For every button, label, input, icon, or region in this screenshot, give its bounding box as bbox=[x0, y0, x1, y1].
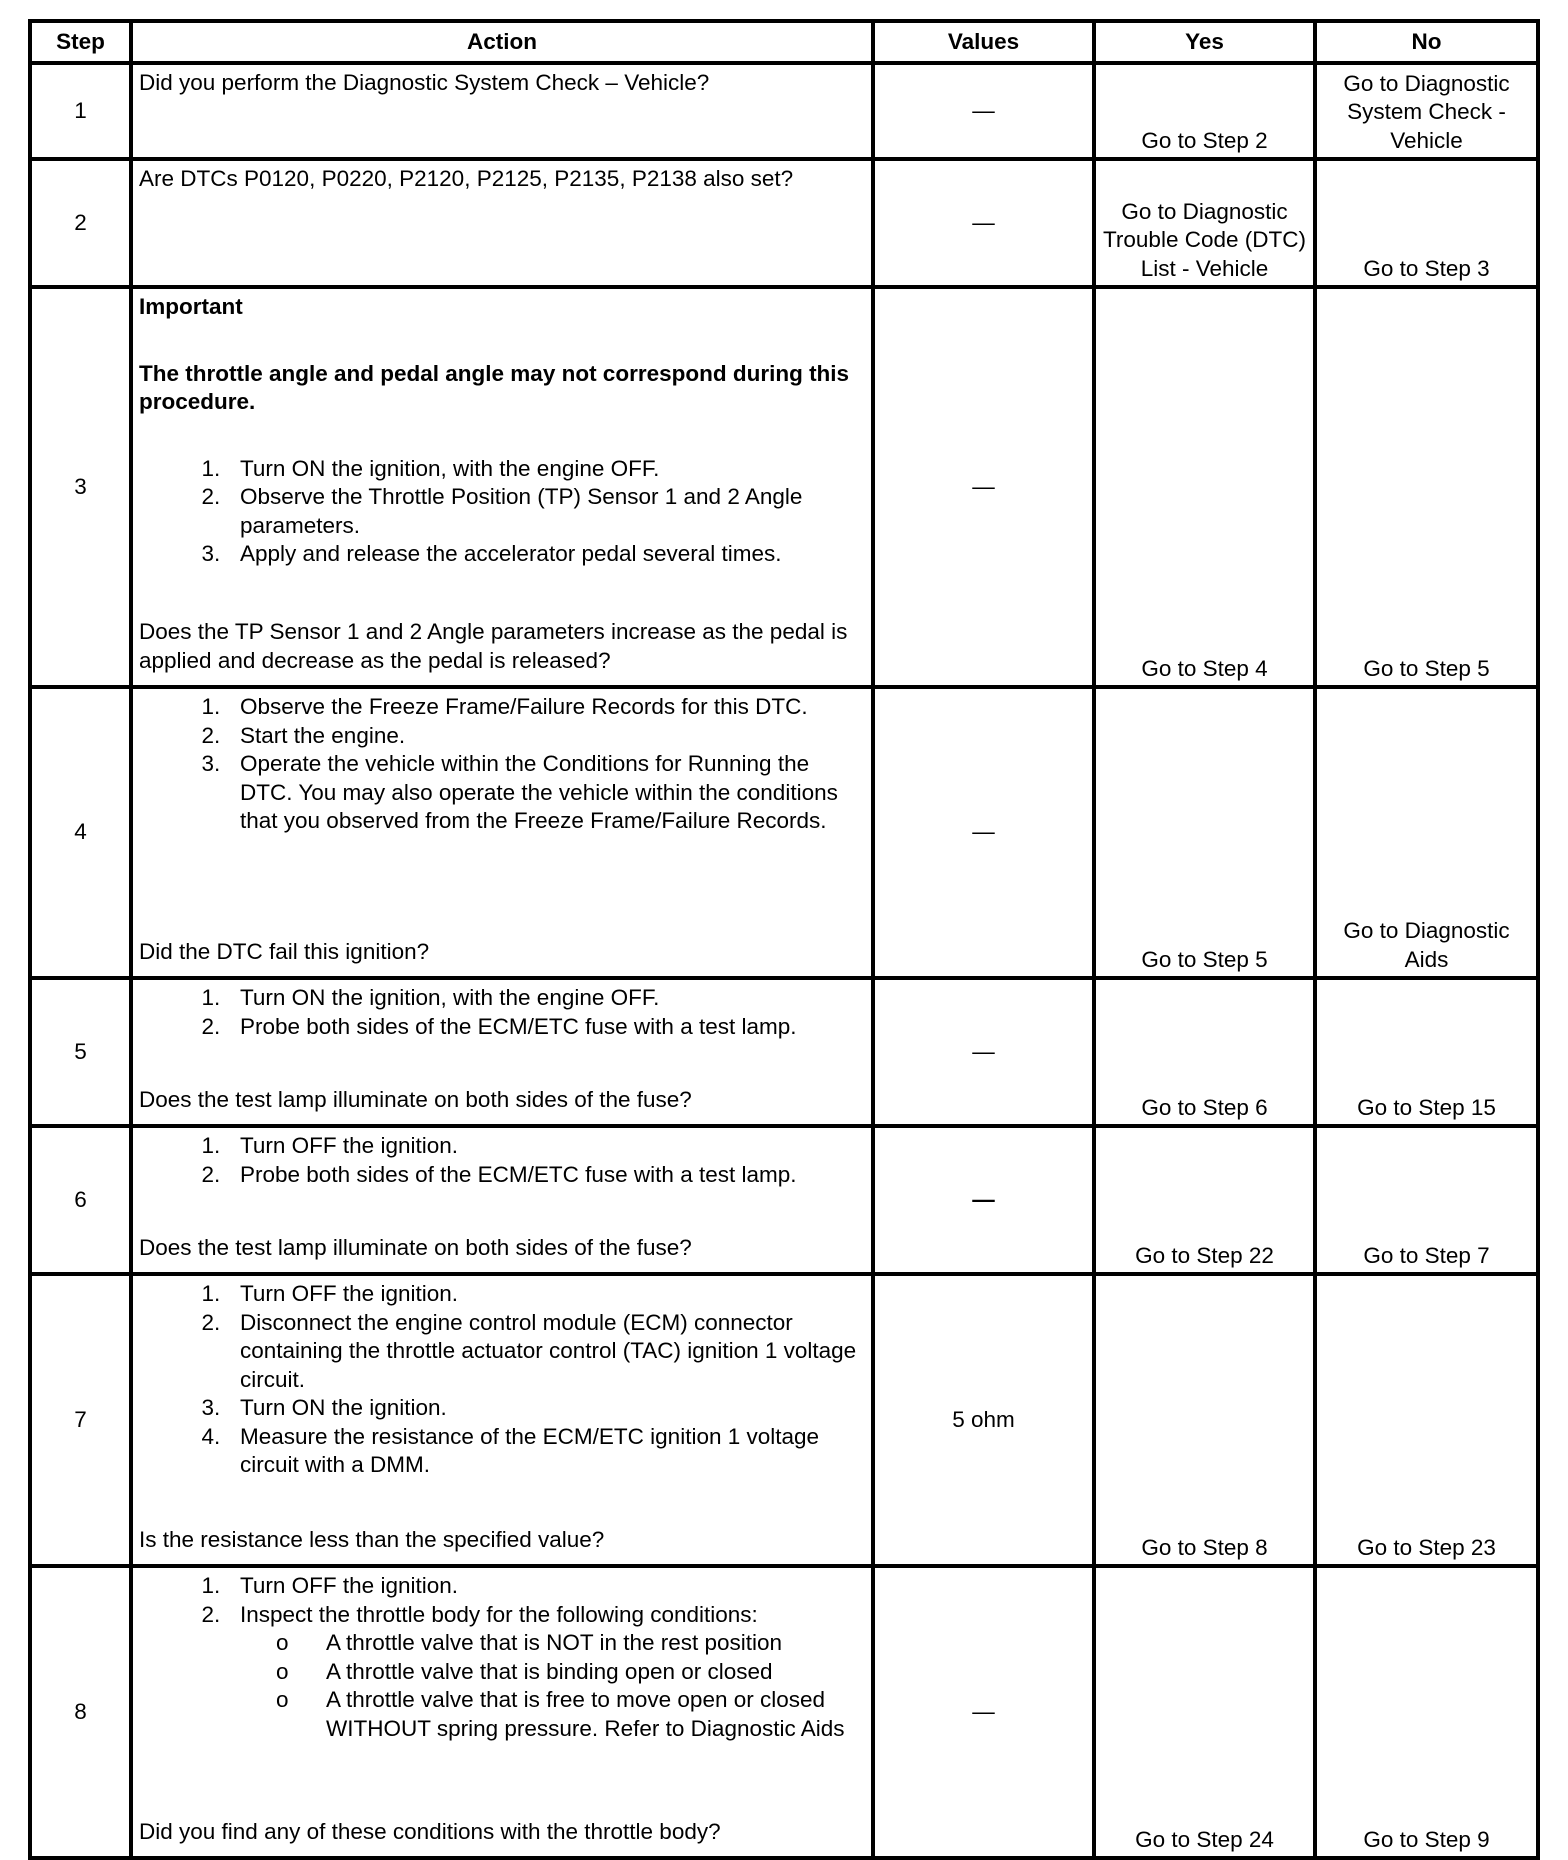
procedure-step bbox=[239, 1601, 867, 1744]
table-row bbox=[30, 287, 1538, 687]
procedure-step: 1. Observe the Freeze Frame/Failure Records for this DTC. bbox=[239, 693, 867, 722]
procedure-step: 2. Probe both sides of the ECM/ETC fuse with a test lamp. bbox=[239, 1013, 867, 1042]
header-values: Values bbox=[873, 21, 1094, 63]
header-row bbox=[30, 21, 1538, 63]
action-question: Does the test lamp illuminate on both sides of the fuse? bbox=[139, 1086, 692, 1112]
procedure-step-text: Inspect the throttle body for the following conditions: bbox=[240, 1601, 758, 1627]
action-cell bbox=[131, 1566, 873, 1858]
no-cell: Go to Step 9 bbox=[1315, 1566, 1538, 1858]
action-question: Does the TP Sensor 1 and 2 Angle parameters increase as the pedal is applied and decrease as the pedal is released? bbox=[139, 619, 848, 673]
table-row bbox=[30, 1274, 1538, 1566]
action-question: Did you find any of these conditions with the throttle body? bbox=[139, 1818, 721, 1844]
no-cell: Go to Step 7 bbox=[1315, 1126, 1538, 1274]
yes-cell: Go to Step 6 bbox=[1094, 978, 1315, 1126]
action-question: Did you perform the Diagnostic System Check – Vehicle? bbox=[139, 70, 710, 95]
value-cell: — bbox=[873, 287, 1094, 687]
step-number: 1 bbox=[30, 63, 131, 159]
action-question: Are DTCs P0120, P0220, P2120, P2125, P2135, P2138 also set? bbox=[139, 166, 794, 191]
procedure-steps bbox=[139, 1132, 867, 1189]
header-step: Step bbox=[30, 21, 131, 63]
procedure-steps bbox=[139, 693, 867, 836]
step-number: 7 bbox=[30, 1274, 131, 1566]
procedure-step: 1. Turn ON the ignition, with the engine OFF. bbox=[239, 455, 867, 484]
yes-cell: Go to Step 2 bbox=[1094, 63, 1315, 159]
yes-cell: Go to Step 5 bbox=[1094, 687, 1315, 978]
procedure-steps bbox=[139, 1280, 867, 1480]
procedure-steps bbox=[139, 455, 867, 569]
action-cell bbox=[131, 687, 873, 978]
procedure-step: 4. Measure the resistance of the ECM/ETC ignition 1 voltage circuit with a DMM. bbox=[239, 1423, 867, 1480]
procedure-step: 2. Observe the Throttle Position (TP) Sensor 1 and 2 Angle parameters. bbox=[239, 483, 867, 540]
value-cell: — bbox=[873, 63, 1094, 159]
table-row bbox=[30, 687, 1538, 978]
table-row bbox=[30, 63, 1538, 159]
no-cell: Go to Diagnostic System Check - Vehicle bbox=[1315, 63, 1538, 159]
action-question: Is the resistance less than the specified value? bbox=[139, 1526, 605, 1552]
table-row bbox=[30, 1126, 1538, 1274]
step-number: 8 bbox=[30, 1566, 131, 1858]
table-row bbox=[30, 978, 1538, 1126]
value-cell: — bbox=[873, 978, 1094, 1126]
no-cell: Go to Step 5 bbox=[1315, 287, 1538, 687]
action-cell bbox=[131, 978, 873, 1126]
yes-cell: Go to Step 22 bbox=[1094, 1126, 1315, 1274]
procedure-step: 2. Probe both sides of the ECM/ETC fuse with a test lamp. bbox=[239, 1161, 867, 1190]
procedure-step: 1. Turn OFF the ignition. bbox=[239, 1572, 867, 1601]
no-cell: Go to Step 23 bbox=[1315, 1274, 1538, 1566]
yes-cell: Go to Step 4 bbox=[1094, 287, 1315, 687]
important-title: Important bbox=[139, 294, 243, 319]
action-cell bbox=[131, 287, 873, 687]
value-cell: — bbox=[873, 687, 1094, 978]
procedure-steps bbox=[139, 984, 867, 1041]
important-text: The throttle angle and pedal angle may not correspond during this procedure. bbox=[139, 360, 850, 414]
no-cell: Go to Step 3 bbox=[1315, 159, 1538, 287]
procedure-step: 2. Start the engine. bbox=[239, 722, 867, 751]
table-row bbox=[30, 159, 1538, 287]
procedure-step: 3. Turn ON the ignition. bbox=[239, 1394, 867, 1423]
procedure-step: 1. Turn ON the ignition, with the engine OFF. bbox=[239, 984, 867, 1013]
header-no: No bbox=[1315, 21, 1538, 63]
condition-list bbox=[240, 1629, 867, 1743]
procedure-step: 2. Disconnect the engine control module (ECM) connector containing the throttle actuator control (TAC) ignition 1 voltage circuit. bbox=[239, 1309, 867, 1395]
yes-cell: Go to Step 8 bbox=[1094, 1274, 1315, 1566]
value-cell: — bbox=[873, 1126, 1094, 1274]
procedure-step: 1. Turn OFF the ignition. bbox=[239, 1280, 867, 1309]
action-question: Does the test lamp illuminate on both sides of the fuse? bbox=[139, 1234, 692, 1260]
procedure-step: 3. Operate the vehicle within the Conditions for Running the DTC. You may also operate the vehicle within the conditions that you observed from the Freeze Frame/Failure Records. bbox=[239, 750, 867, 836]
no-cell: Go to Step 15 bbox=[1315, 978, 1538, 1126]
step-number: 6 bbox=[30, 1126, 131, 1274]
value-cell: 5 ohm bbox=[873, 1274, 1094, 1566]
procedure-step: 1. Turn OFF the ignition. bbox=[239, 1132, 867, 1161]
procedure-steps bbox=[139, 1572, 867, 1743]
action-cell bbox=[131, 1274, 873, 1566]
step-number: 2 bbox=[30, 159, 131, 287]
no-cell: Go to Diagnostic Aids bbox=[1315, 687, 1538, 978]
table-row bbox=[30, 1566, 1538, 1858]
step-number: 5 bbox=[30, 978, 131, 1126]
action-question: Did the DTC fail this ignition? bbox=[139, 938, 430, 964]
header-action: Action bbox=[131, 21, 873, 63]
condition-item: o A throttle valve that is free to move open or closed WITHOUT spring pressure. Refer to Diagnostic Aids bbox=[326, 1686, 867, 1743]
condition-item: o A throttle valve that is NOT in the rest position bbox=[326, 1629, 867, 1658]
step-number: 4 bbox=[30, 687, 131, 978]
action-cell bbox=[131, 63, 873, 159]
yes-cell: Go to Step 24 bbox=[1094, 1566, 1315, 1858]
header-yes: Yes bbox=[1094, 21, 1315, 63]
yes-cell: Go to Diagnostic Trouble Code (DTC) List - Vehicle bbox=[1094, 159, 1315, 287]
procedure-step: 3. Apply and release the accelerator pedal several times. bbox=[239, 540, 867, 569]
value-cell: — bbox=[873, 1566, 1094, 1858]
value-cell: — bbox=[873, 159, 1094, 287]
action-cell bbox=[131, 159, 873, 287]
condition-item: o A throttle valve that is binding open or closed bbox=[326, 1658, 867, 1687]
action-cell bbox=[131, 1126, 873, 1274]
step-number: 3 bbox=[30, 287, 131, 687]
diagnostic-table bbox=[28, 19, 1540, 1860]
